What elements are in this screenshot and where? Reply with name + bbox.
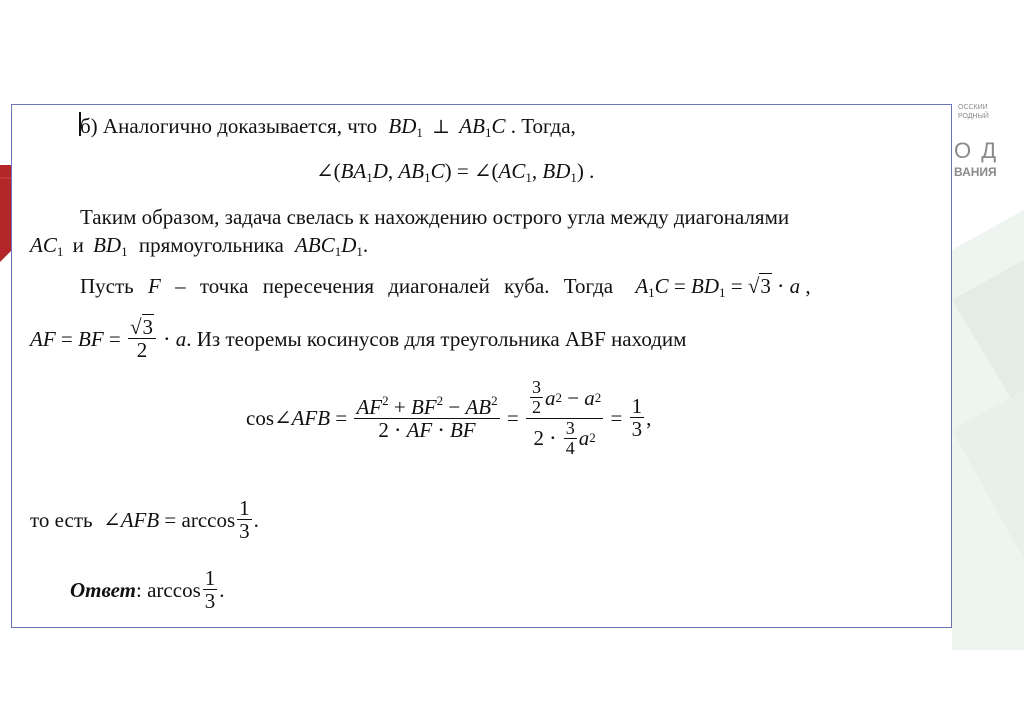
- line4-and: и: [72, 233, 84, 257]
- fraction-sqrt3-over-2: $\frac{√3}{2}$: [128, 316, 156, 362]
- angle-equality-formula: $\angle(BA_1D$, $AB_1C$) = $\angle(AC_1$, $BD_1$) .: [316, 159, 595, 185]
- bd1-symbol: $BD_1$: [388, 114, 423, 140]
- line-4: $AC_1$ и $BD_1$ прямоугольника $ABC_1D_1$.: [30, 233, 369, 259]
- line5-text2: – точка пересечения диагоналей куба. Тогда: [175, 274, 614, 298]
- line4-rect: прямоугольника: [138, 233, 284, 257]
- logo-mid: ВАНИЯ: [954, 165, 997, 179]
- line-5: Пусть F – точка пересечения диагоналей куба. Тогда $A_1C = BD_1 = √3 \cdot a$ ,: [80, 274, 811, 300]
- line-8: то есть ∠ AFB = arccos $\frac{1}{3}$ .: [30, 496, 259, 544]
- line-6: AF = BF = $\frac{√3}{2}$ ⋅ a . Из теоремы косинусов для треугольника ABF находим: [30, 315, 687, 363]
- line-3: [80, 207, 789, 228]
- cosine-formula: cos ∠ AFB = $\frac{AF^2 + BF^2 - AB^2}{2 \cdot AF \cdot BF}$ = $\frac{3}{2}$ a 2 − a 2 2 ⋅ $\frac{3}{4}$ a 2 = $\frac{1}{3}$ ,: [246, 377, 652, 458]
- line-1: [80, 116, 576, 139]
- answer-line: Ответ : arccos $\frac{1}{3}$ .: [70, 566, 225, 614]
- line5-text1: Пусть: [80, 274, 134, 298]
- perp-symbol: ⊥: [432, 117, 451, 138]
- line6-text: . Из теоремы косинусов для треугольника ABF находим: [186, 326, 687, 351]
- line3-text: Таким образом, задача свелась к нахождению острого угла между диагоналями: [80, 205, 790, 229]
- logo-small-top: ОССКИИ: [958, 104, 988, 111]
- line1-prefix: б) Аналогично доказывается, что: [80, 114, 378, 138]
- ab1c-symbol: $AB_1C$: [459, 114, 506, 140]
- point-f: F: [148, 274, 161, 298]
- answer-label: Ответ: [70, 577, 137, 602]
- line1-suffix: . Тогда,: [510, 114, 576, 138]
- logo-small-bottom: РОДНЫЙ: [958, 113, 989, 120]
- line8-text: то есть: [30, 507, 93, 532]
- logo-big-letters: О Д: [954, 138, 999, 163]
